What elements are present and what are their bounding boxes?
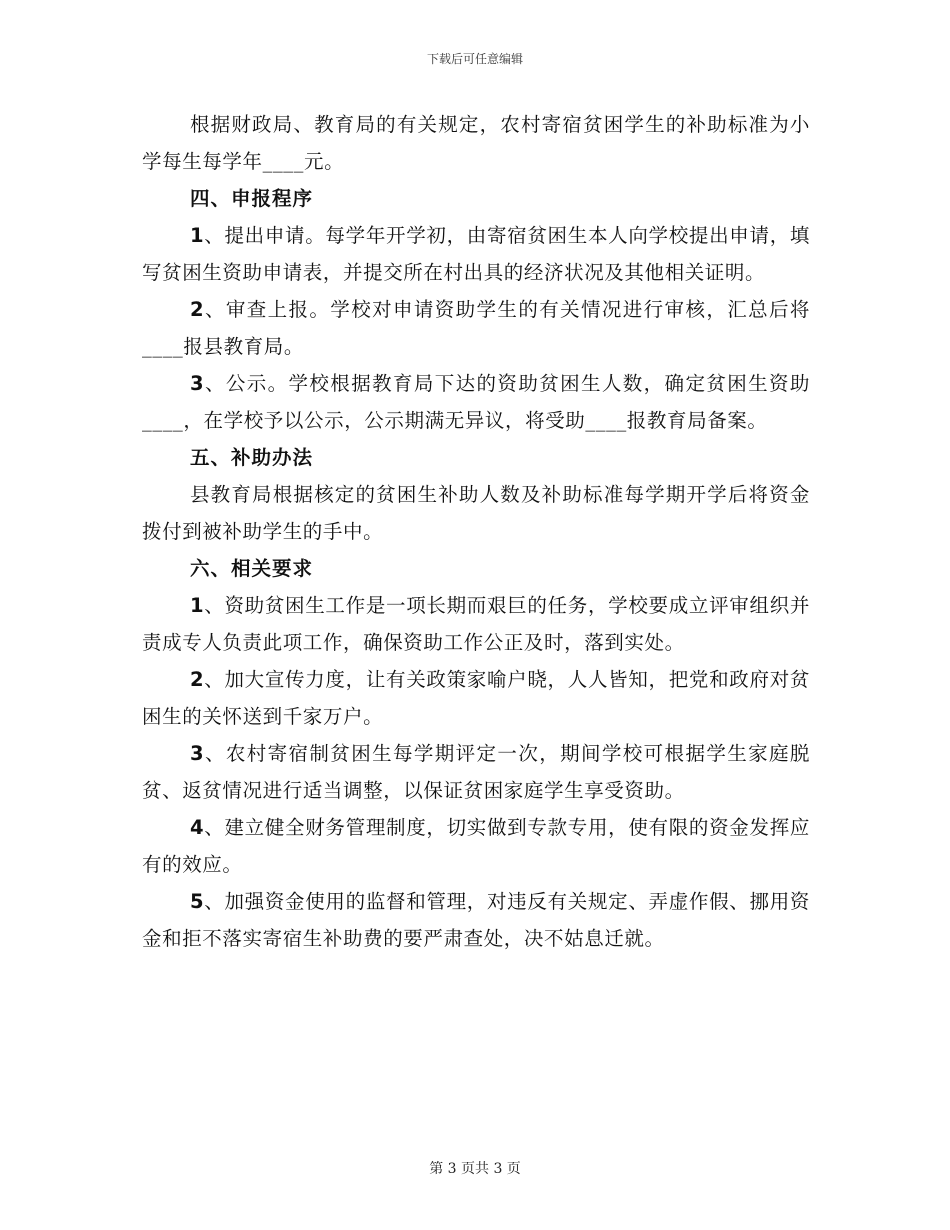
item-text: 、加大宣传力度，让有关政策家喻户晓，人人皆知，把党和政府对贫困生的关怀送到千家万户。	[142, 668, 810, 728]
paragraph-requirement-5	[142, 883, 810, 957]
paragraph-requirement-3	[142, 735, 810, 809]
page-footer: 第 3 页共 3 页	[429, 1161, 521, 1177]
section-heading-requirements: 六、相关要求	[190, 557, 314, 580]
item-number: 1	[190, 224, 205, 247]
paragraph-subsidy-standard: 根据财政局、教育局的有关规定，农村寄宿贫困学生的补助标准为小学每生每学年____元。	[142, 113, 810, 173]
page-header: 下载后可任意编辑	[426, 52, 523, 66]
item-number: 4	[190, 816, 205, 839]
item-text: 、农村寄宿制贫困生每学期评定一次，期间学校可根据学生家庭脱贫、返贫情况进行适当调整，以保证贫困家庭学生享受资助。	[142, 742, 810, 802]
section-heading-application-procedure: 四、申报程序	[190, 187, 314, 210]
item-number: 2	[190, 668, 205, 691]
paragraph-application	[142, 217, 810, 291]
item-text: 、提出申请。每学年开学初，由寄宿贫困生本人向学校提出申请，填写贫困生资助申请表，并提交所在村出具的经济状况及其他相关证明。	[142, 224, 810, 284]
item-number: 5	[190, 890, 205, 913]
item-text: 、公示。学校根据教育局下达的资助贫困生人数，确定贫困生资助____，在学校予以公示，公示期满无异议，将受助____报教育局备案。	[142, 372, 810, 432]
document-body	[142, 106, 810, 957]
item-number: 3	[190, 742, 205, 765]
paragraph-publicity	[142, 365, 810, 439]
item-text: 、资助贫困生工作是一项长期而艰巨的任务，学校要成立评审组织并责成专人负责此项工作，确保资助工作公正及时，落到实处。	[142, 594, 810, 654]
item-text: 、加强资金使用的监督和管理，对违反有关规定、弄虚作假、挪用资金和拒不落实寄宿生补助费的要严肃查处，决不姑息迁就。	[142, 890, 810, 950]
section-heading-subsidy-method: 五、补助办法	[190, 446, 314, 469]
paragraph-subsidy-method: 县教育局根据核定的贫困生补助人数及补助标准每学期开学后将资金拨付到被补助学生的手中。	[142, 483, 810, 543]
item-number: 3	[190, 372, 205, 395]
item-number: 1	[190, 594, 205, 617]
paragraph-review-report	[142, 291, 810, 365]
item-text: 、审查上报。学校对申请资助学生的有关情况进行审核，汇总后将____报县教育局。	[142, 298, 810, 358]
paragraph-requirement-2	[142, 661, 810, 735]
item-text: 、建立健全财务管理制度，切实做到专款专用，使有限的资金发挥应有的效应。	[142, 816, 810, 876]
paragraph-requirement-1	[142, 587, 810, 661]
paragraph-requirement-4	[142, 809, 810, 883]
item-number: 2	[190, 298, 205, 321]
